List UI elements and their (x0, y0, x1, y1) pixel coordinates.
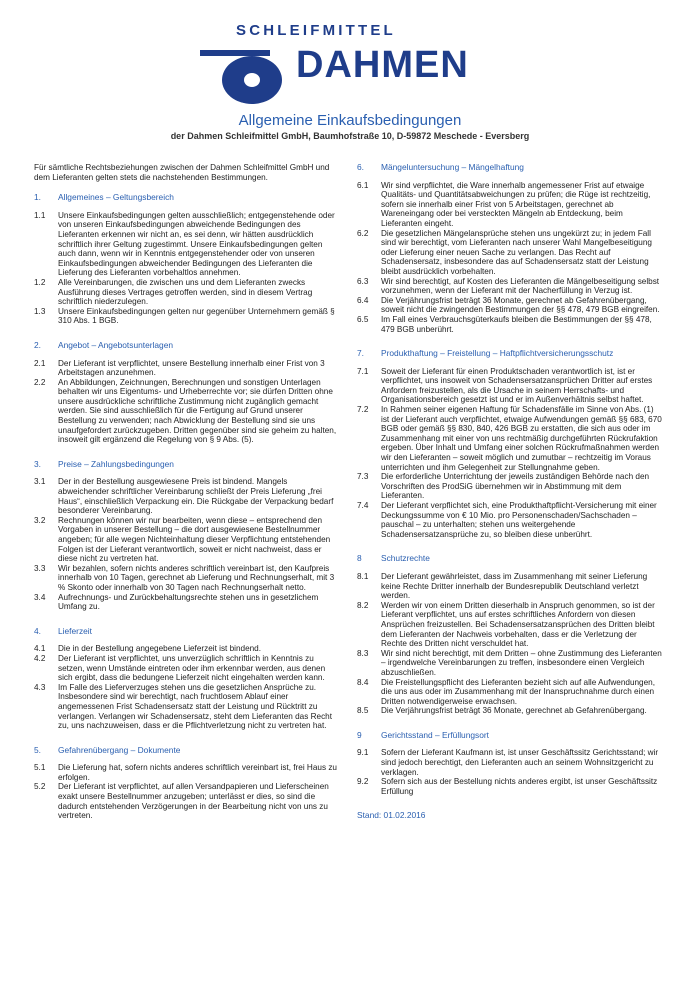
clause-text: Wir bezahlen, sofern nichts anderes schriftlich vereinbart ist, den Kaufpreis innerhalb von 10 Tagen, gerechnet ab Lieferung und Rechnungserhalt, mit 3 % Skonto oder innerhalb von 30 Tagen nach Rechnungserhalt netto. (58, 563, 335, 592)
section-number: 6. (357, 162, 364, 172)
clause (357, 501, 662, 539)
section-heading (357, 731, 662, 741)
logo-wordmark-top: SCHLEIFMITTEL (236, 22, 396, 39)
clause-number: 6.5 (357, 314, 369, 324)
clause-text: Sofern der Lieferant Kaufmann ist, ist unser Geschäftssitz Gerichtsstand; wir sind jedoch berechtigt, den Lieferanten auch an seinem Wohnsitzgericht zu verklagen. (381, 748, 659, 777)
clause-number: 4.3 (34, 682, 46, 692)
clause-text: An Abbildungen, Zeichnungen, Berechnungen und sonstigen Unterlagen behalten wir uns Eigentums- und Urheberrechte vor; sie dürfen Dritten ohne unsere ausdrückliche schriftliche Zustimmung nicht zugänglich gemacht werden. Sie sind ausschließlich für die Fertigung auf Grund unserer Bestellung zu verwenden; nach Abwicklung der Bestellung sind sie uns unaufgefordert zurückzugeben. Dritten gegenüber sind sie geheim zu halten, insoweit gilt ergänzend die Regelung von § 9 Abs. (5). (58, 377, 337, 445)
clause (357, 706, 662, 716)
clause (357, 601, 662, 649)
section-number: 7. (357, 348, 364, 359)
clause (357, 315, 662, 334)
clause-number: 7.1 (357, 366, 369, 376)
clause-number: 3.4 (34, 592, 46, 602)
clause-text: Wir sind verpflichtet, die Ware innerhalb angemessener Frist auf etwaige Qualitäts- und Quantitätsabweichungen zu prüfen; die Rüge ist rechtzeitig, sofern sie innerhalb einer Frist von 5 Arbeitstagen, gerechnet ab Wareneingang oder bei versteckten Mängeln ab Entdeckung, beim Lieferanten eingeht. (381, 180, 651, 228)
clause-text: Werden wir von einem Dritten dieserhalb in Anspruch genommen, so ist der Lieferant verpflichtet, uns auf erstes schriftliches Anfordern von diesen Ansprüchen freizustellen. Bei Schadensersatzansprüchen des Dritten bleibt dem Lieferanten der Nachweis vorbehalten, dass er die Verletzung der Rechte des Dritten nicht verschuldet hat. (381, 600, 655, 649)
clause (34, 593, 339, 612)
clause-text: Der Lieferant ist verpflichtet, unsere Bestellung innerhalb einer Frist von 3 Arbeitstagen anzunehmen. (58, 358, 325, 378)
clause-number: 8.5 (357, 706, 369, 716)
clause-text: Die in der Bestellung angegebene Lieferzeit ist bindend. (58, 644, 262, 654)
clause (357, 678, 662, 707)
clause-text: Die Verjährungsfrist beträgt 36 Monate, gerechnet ab Gefahrenübergang. (381, 706, 647, 716)
clause-number: 5.1 (34, 763, 46, 773)
section-heading (34, 460, 339, 470)
section (34, 341, 339, 445)
section-heading (34, 746, 339, 756)
clause-text: Die erforderliche Unterrichtung der jeweils zuständigen Behörde nach den Vorschriften des ProdSiG übernehmen wir in Abstimmung mit dem Lieferanten. (381, 472, 650, 501)
clause-number: 1.3 (34, 306, 46, 316)
section (357, 731, 662, 797)
clause-number: 7.2 (357, 405, 369, 415)
section-number: 4. (34, 625, 41, 636)
clause-number: 7.3 (357, 472, 369, 482)
section-title: Gefahrenübergang – Dokumente (58, 744, 181, 755)
clause (357, 572, 662, 601)
clause-number: 9.1 (357, 748, 369, 758)
clause (34, 654, 339, 683)
clause-number: 6.1 (357, 180, 369, 190)
clause-number: 6.2 (357, 228, 369, 238)
clause-text: In Rahmen seiner eigenen Haftung für Schadensfälle im Sinne von Abs. (1) ist der Lieferant auch verpflichtet, etwaige Aufwendungen gemäß §§ 683, 670 BGB oder gemäß §§ 830, 840, 426 BGB zu erstatten, die sich aus oder im Zusammenhang mit einer von uns rechtmäßig durchgeführten Rückrufaktion ergeben. Über Inhalt und Umfang einer solchen Rückrufmaßnahmen werden wir den Lieferanten – soweit möglich und zumutbar – rechtzeitig im Voraus unterrichten und ihm Gelegenheit zur Stellungnahme geben. (381, 405, 662, 472)
clause-text: Der Lieferant gewährleistet, dass im Zusammenhang mit seiner Lieferung keine Rechte Dritter innerhalb der Bundesrepublik Deutschland verletzt werden. (381, 571, 648, 601)
clause-text: Wir sind berechtigt, auf Kosten des Lieferanten die Mängelbeseitigung selbst vorzunehmen, wenn der Lieferant mit der Nacherfüllung in Verzug ist. (381, 276, 660, 296)
clause-text: Die Verjährungsfrist beträgt 36 Monate, gerechnet ab Gefahrenübergang, soweit nicht die zwingenden Bestimmungen der §§ 478, 479 BGB eingreifen. (381, 295, 660, 315)
section-title: Lieferzeit (58, 625, 92, 636)
clause (34, 564, 339, 593)
section-heading (357, 554, 662, 564)
clause (34, 683, 339, 731)
clause-text: Die Freistellungspflicht des Lieferanten bezieht sich auf alle Aufwendungen, die uns aus oder im Zusammenhang mit der Inanspruchnahme durch einen Dritten notwendigerweise erwachsen. (381, 677, 655, 706)
clause-number: 6.3 (357, 276, 369, 286)
section-number: 1. (34, 192, 41, 203)
clause-number: 4.2 (34, 653, 46, 663)
section-heading (357, 349, 662, 359)
clause-text: Im Fall eines Verbrauchsgüterkaufs bleiben die Bestimmungen der §§ 478, 479 BGB unberührt. (381, 314, 652, 334)
clause (357, 181, 662, 229)
clause-number: 6.4 (357, 295, 369, 305)
section-title: Allgemeines – Geltungsbereich (58, 192, 174, 203)
clause-number: 7.4 (357, 501, 369, 510)
clause-text: Wir sind nicht berechtigt, mit dem Dritten – ohne Zustimmung des Lieferanten – irgendwelche Vereinbarungen zu treffen, insbesondere einen Vergleich abzuschließen. (381, 648, 662, 677)
clause-number: 3.2 (34, 515, 46, 525)
clause (34, 477, 339, 515)
clause-number: 1.2 (34, 277, 46, 287)
clause-number: 5.2 (34, 782, 46, 792)
clause (34, 211, 339, 278)
clause-number: 8.3 (357, 648, 369, 658)
section-title: Angebot – Angebotsunterlagen (58, 339, 174, 350)
clause (34, 644, 339, 654)
section-heading (357, 163, 662, 173)
section-heading (34, 341, 339, 351)
clause (357, 777, 662, 796)
clause-text: Die gesetzlichen Mängelansprüche stehen uns ungekürzt zu; in jedem Fall sind wir berechtigt, vom Lieferanten nach unserer Wahl Mangelbeseitigung oder Lieferung einer neuen Sache zu verlangen. Das Recht auf Schadensersatz, insbesondere das auf Schadensersatz statt der Leistung bleibt ausdrücklich vorbehalten. (381, 228, 652, 276)
intro-text: Für sämtliche Rechtsbeziehungen zwischen der Dahmen Schleifmittel GmbH und dem Lieferanten gelten stets die nachstehenden Bestimmungen. (34, 163, 330, 182)
section-number: 9 (357, 729, 362, 740)
clause (34, 307, 339, 326)
clause (34, 763, 339, 782)
section (34, 746, 339, 821)
clause (357, 649, 662, 678)
clause-number: 1.1 (34, 210, 46, 220)
section (34, 627, 339, 731)
clause-text: Rechnungen können wir nur bearbeiten, wenn diese – entsprechend den Vorgaben in unserer Bestellung – die dort ausgewiesene Bestellnummer angeben; für alle wegen Nichteinhaltung dieser Verpflichtung entstehenden Folgen ist der Lieferant verantwortlich, soweit er nicht nachweist, dass er diese nicht zu vertreten hat. (58, 515, 331, 564)
clause (34, 782, 339, 820)
clause-number: 3.3 (34, 563, 46, 573)
section-title: Preise – Zahlungsbedingungen (58, 458, 174, 469)
clause (34, 359, 339, 378)
clause-number: 8.1 (357, 571, 369, 581)
clause (357, 472, 662, 501)
clause-number: 2.1 (34, 358, 46, 368)
clause-text: Sofern sich aus der Bestellung nichts anderes ergibt, ist unser Geschäftssitz Erfüllung (381, 777, 658, 796)
section-title: Schutzrechte (381, 553, 430, 564)
clause-number: 8.4 (357, 677, 369, 687)
clause-text: Alle Vereinbarungen, die zwischen uns und dem Lieferanten zwecks Ausführung dieses Vertrages getroffen werden, sind in diesem Vertrag schriftlich niederzulegen. (58, 277, 313, 307)
clause-number: 9.2 (357, 777, 369, 787)
company-logo (200, 22, 500, 102)
section-number: 8 (357, 553, 362, 564)
clause-text: Der Lieferant verpflichtet sich, eine Produkthaftpflicht-Versicherung mit einer Deckungssumme von € 10 Mio. pro Personenschaden/Sachschaden – pauschal – zu unterhalten; stehen uns weitergehende Schadensersatzansprüche zu, so bleiben diese unberührt. (381, 501, 657, 539)
clause (357, 296, 662, 315)
clause-text: Unsere Einkaufsbedingungen gelten ausschließlich; entgegenstehende oder von unseren Einkaufsbedingungen abweichende Bedingungen des Lieferanten erkennen wir nicht an, es sei denn, wir hätten ausdrücklich schriftlich ihrer Geltung zugestimmt. Unsere Einkaufsbedingungen gelten auch dann, wenn wir in Kenntnis entgegenstehender oder von unseren Einkaufsbedingungen abweichender Bedingungen des Lieferanten die Lieferung des Lieferanten vorbehaltlos annehmen. (58, 210, 335, 278)
clause-text: Der Lieferant ist verpflichtet, auf allen Versandpapieren und Lieferscheinen exakt unsere Bestellnummer anzugeben; unterlässt er dies, so sind die dadurch entstehenden Verzögerungen in der Bearbeitung nicht von uns zu vertreten. (58, 782, 329, 821)
clause (357, 748, 662, 777)
section-title: Mängeluntersuchung – Mängelhaftung (381, 162, 524, 172)
section-heading (34, 193, 339, 203)
clause-text: Der Lieferant ist verpflichtet, uns unverzüglich schriftlich in Kenntnis zu setzen, wenn Umstände eintreten oder ihm erkennbar werden, aus denen sich ergibt, dass die bedungene Lieferzeit nicht eingehalten werden kann. (58, 653, 326, 683)
left-column (34, 163, 339, 836)
clause-text: Der in der Bestellung ausgewiesene Preis ist bindend. Mangels abweichender schriftlicher Vereinbarung schließt der Preis Lieferung „frei Haus“, einschließlich Verpackung ein. Die Rückgabe der Verpackung bedarf besonderer Vereinbarung. (58, 477, 334, 516)
document-title: Allgemeine Einkaufsbedingungen (238, 112, 462, 129)
document-subtitle: der Dahmen Schleifmittel GmbH, Baumhofstraße 10, D-59872 Meschede - Eversberg (170, 131, 530, 141)
clause (357, 405, 662, 472)
section-number: 2. (34, 339, 41, 350)
clause-text: Die Lieferung hat, sofern nichts anderes schriftlich vereinbart ist, frei Haus zu erfolgen. (58, 763, 337, 782)
section-number: 3. (34, 458, 41, 469)
section-heading (34, 627, 339, 637)
clause-text: Aufrechnungs- und Zurückbehaltungsrechte stehen uns in gesetzlichem Umfang zu. (58, 592, 319, 612)
right-column (357, 163, 662, 821)
section-number: 5. (34, 744, 41, 755)
clause (34, 278, 339, 307)
clause (34, 378, 339, 445)
section-title: Gerichtsstand – Erfüllungsort (381, 729, 489, 740)
logo-mark-icon (200, 42, 290, 106)
logo-wordmark-main: DAHMEN (296, 44, 469, 86)
section (357, 163, 662, 334)
clause (34, 516, 339, 564)
clause-text: Im Falle des Lieferverzuges stehen uns die gesetzlichen Ansprüche zu. Insbesondere sind wir berechtigt, nach fruchtlosem Ablauf einer angemessenen Frist Schadensersatz statt der Leistung und Rücktritt zu verlangen. Verlangen wir Schadensersatz, steht dem Lieferanten das Recht zu, uns nachzuweisen, dass er die Pflichtverletzung nicht zu vertreten hat. (58, 682, 332, 731)
section (34, 193, 339, 326)
clause-text: Soweit der Lieferant für einen Produktschaden verantwortlich ist, ist er verpflichtet, uns insoweit von Schadensersatzansprüchen Dritter auf erstes Anfordern freizustellen, als die Ursache in seinem Herrschafts- und Organisationsbereich gesetzt ist und er im Außenverhältnis selbst haftet. (381, 366, 653, 405)
clause-number: 2.2 (34, 377, 46, 387)
clause (357, 277, 662, 296)
clause-number: 4.1 (34, 644, 46, 654)
section-title: Produkthaftung – Freistellung – Haftpflichtversicherungsschutz (381, 348, 614, 359)
clause-number: 3.1 (34, 477, 46, 487)
section (357, 554, 662, 716)
section (357, 349, 662, 539)
clause-text: Unsere Einkaufsbedingungen gelten nur gegenüber Unternehmern gemäß § 310 Abs. 1 BGB. (58, 306, 335, 326)
clause (357, 367, 662, 405)
section (34, 460, 339, 612)
revision-date: Stand: 01.02.2016 (357, 810, 426, 821)
clause (357, 229, 662, 277)
clause-number: 8.2 (357, 600, 369, 610)
